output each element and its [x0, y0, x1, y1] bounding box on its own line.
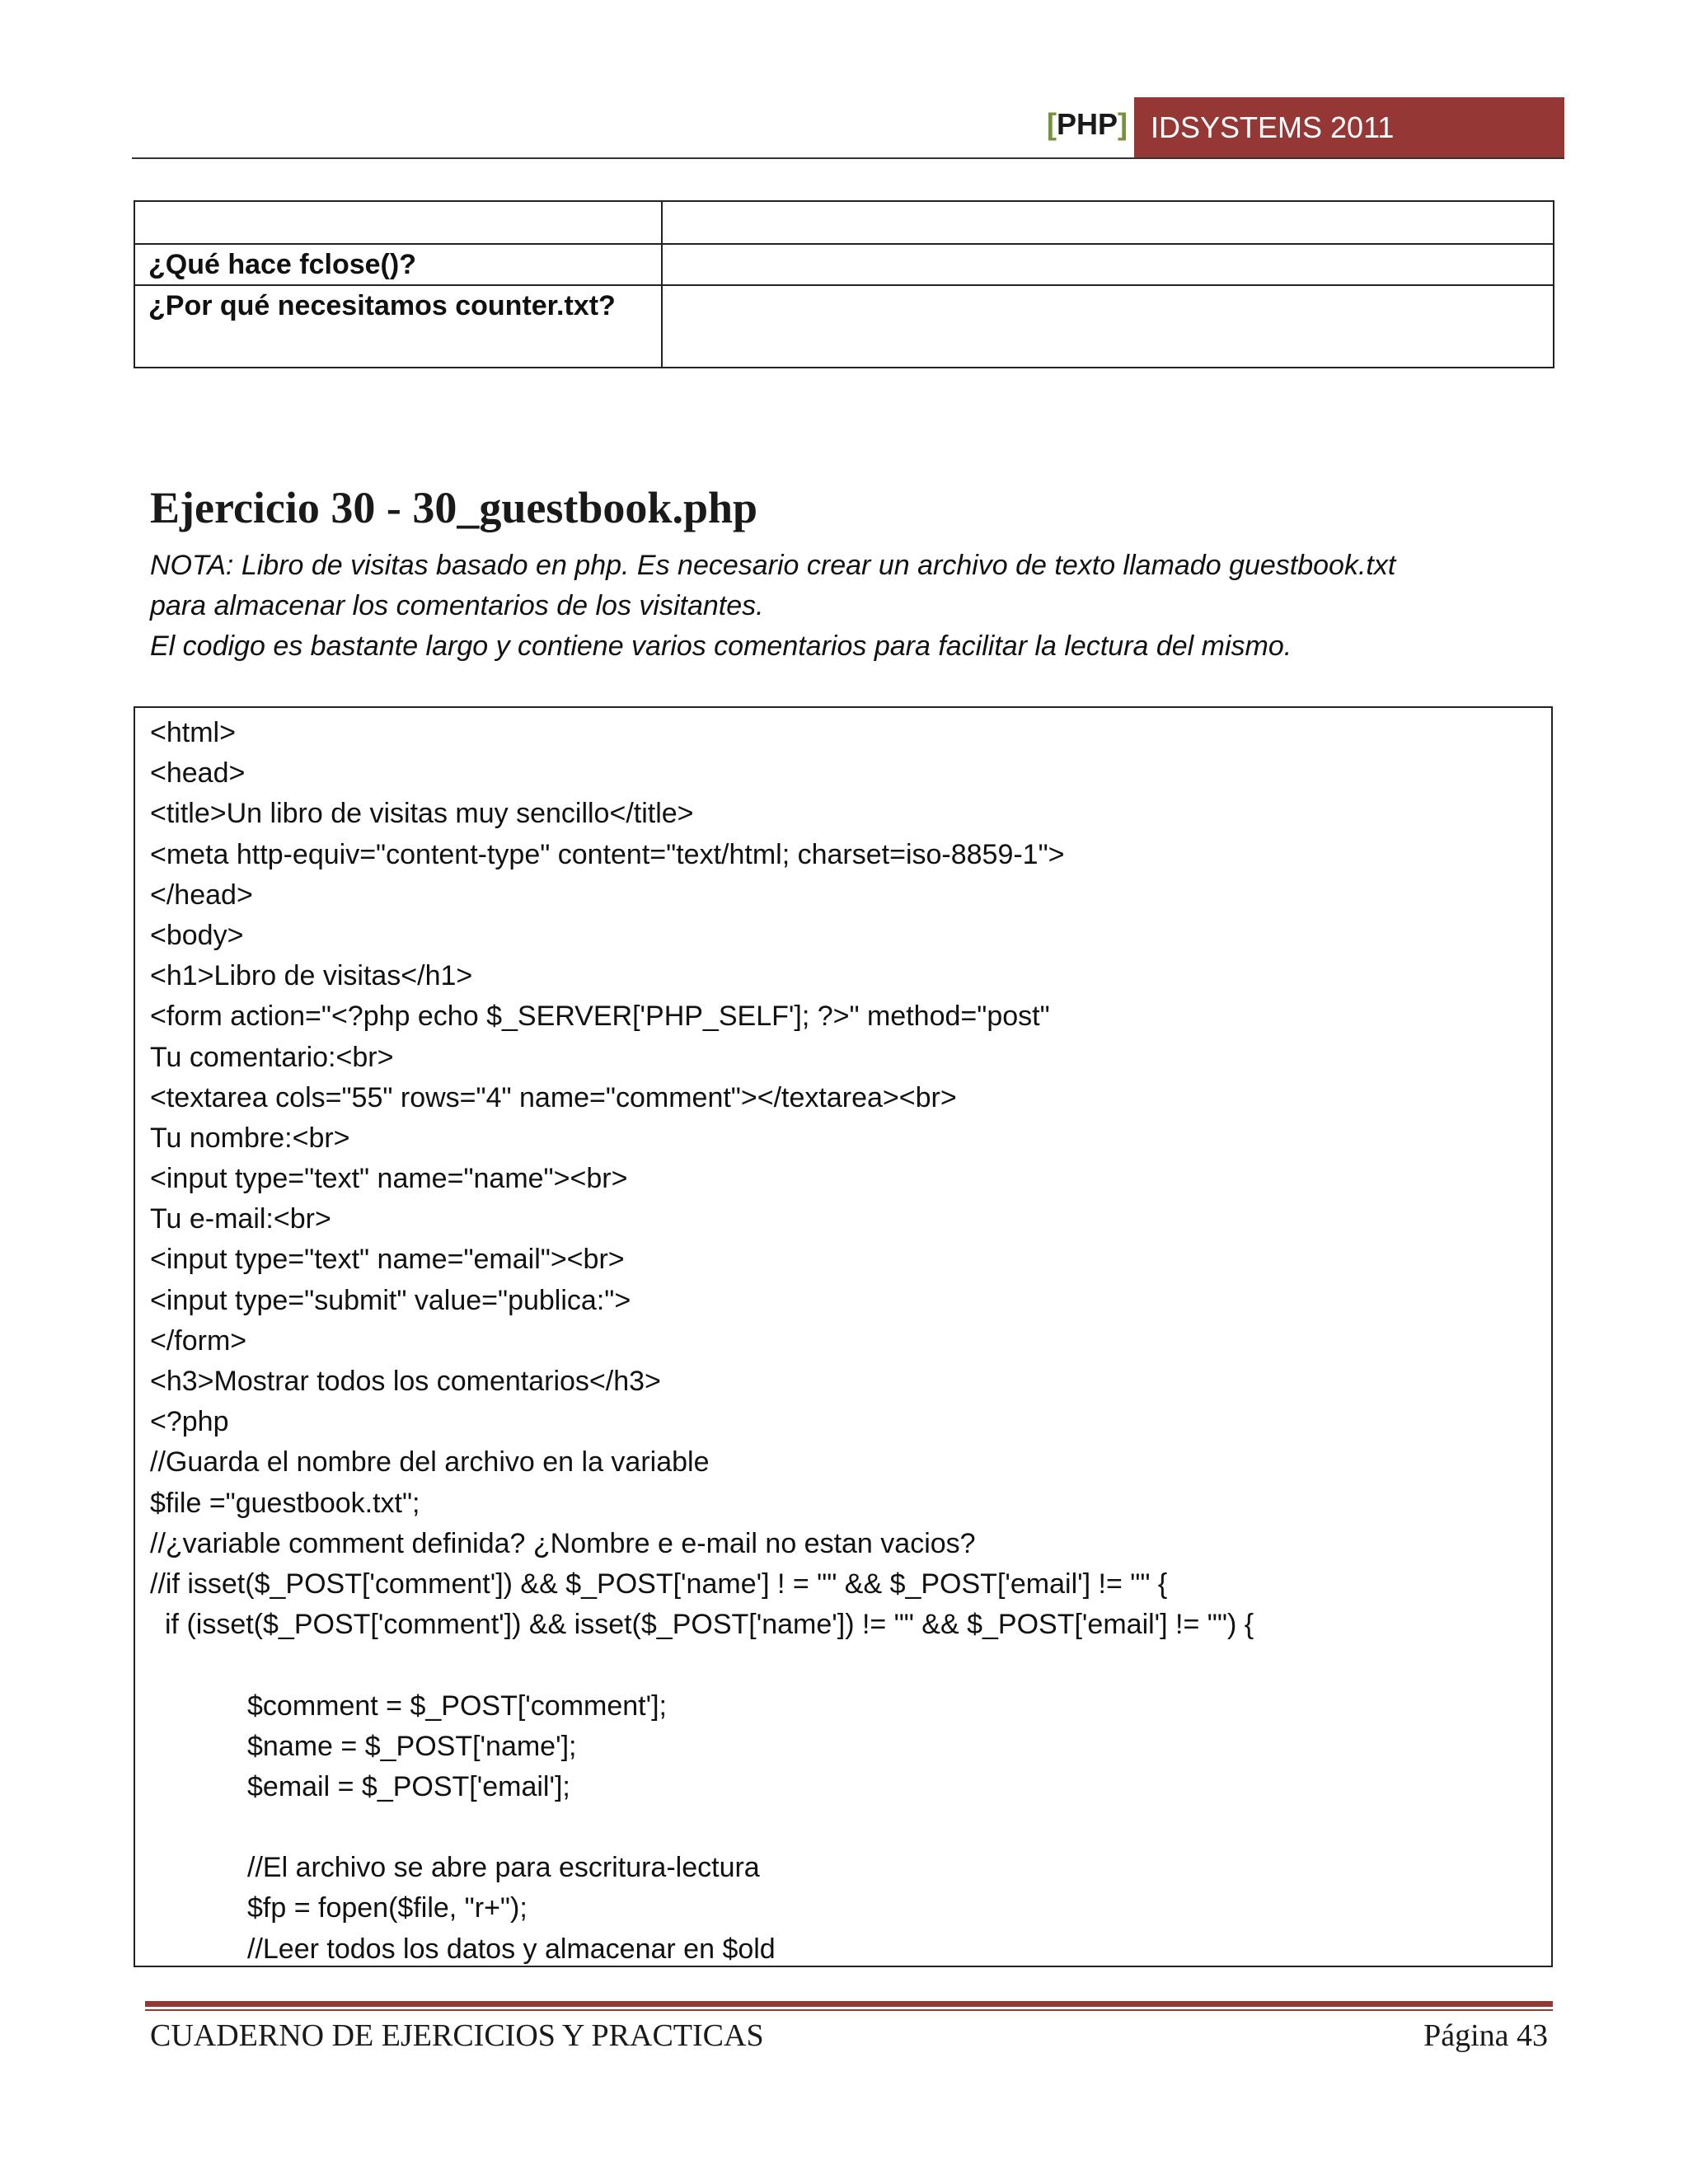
code-line: <head> [150, 757, 246, 790]
header-tag [1047, 107, 1128, 142]
header-badge: IDSYSTEMS 2011 [1134, 97, 1564, 158]
code-line: if (isset($_POST['comment']) && isset($_POST['name']) != "" && $_POST['email'] != "") { [165, 1609, 1254, 1641]
footer-divider [145, 2001, 1553, 2007]
exercise-title: Ejercicio 30 - 30_guestbook.php [150, 483, 758, 532]
code-line: Tu nombre:<br> [150, 1122, 350, 1154]
answer-cell [662, 244, 1554, 285]
code-line: <h3>Mostrar todos los comentarios</h3> [150, 1366, 661, 1397]
code-line: <input type="submit" value="publica:"> [150, 1284, 631, 1316]
footer-divider-thin [145, 2009, 1553, 2011]
code-listing [134, 706, 1553, 1967]
code-line: </head> [150, 879, 253, 911]
table-row [134, 244, 1554, 285]
code-line: //El archivo se abre para escritura-lectura [247, 1852, 760, 1884]
code-line: <html> [150, 717, 236, 748]
footer-title: CUADERNO DE EJERCICIOS Y PRACTICAS [150, 2018, 764, 2053]
code-line: $fp = fopen($file, "r+"); [247, 1892, 528, 1924]
exercise-note [150, 546, 1551, 667]
code-line [150, 1645, 1536, 1685]
header-bracket-open: [ [1046, 107, 1057, 141]
code-line: $email = $_POST['email']; [247, 1770, 570, 1802]
code-line: <title>Un libro de visitas muy sencillo</title> [150, 798, 694, 830]
question-cell: ¿Por qué necesitamos counter.txt? [134, 285, 662, 368]
code-line: <form action="<?php echo $_SERVER['PHP_SELF']; ?>" method="post" [150, 1001, 1050, 1033]
answer-cell [662, 285, 1554, 368]
code-line: //¿variable comment definida? ¿Nombre e e-mail no estan vacios? [150, 1527, 976, 1559]
note-line: El codigo es bastante largo y contiene varios comentarios para facilitar la lectura del mismo. [150, 630, 1292, 662]
code-line: //if isset($_POST['comment']) && $_POST['name'] ! = "" && $_POST['email'] != "" { [150, 1568, 1168, 1600]
note-line: para almacenar los comentarios de los visitantes. [150, 590, 764, 621]
code-line: <input type="text" name="name"><br> [150, 1163, 628, 1195]
code-line: </form> [150, 1324, 247, 1357]
code-line: //Leer todos los datos y almacenar en $old [247, 1933, 776, 1965]
code-line: //Guarda el nombre del archivo en la variable [150, 1446, 710, 1479]
header-divider [132, 157, 1564, 159]
code-line: Tu comentario:<br> [150, 1041, 394, 1073]
code-line: $file ="guestbook.txt"; [150, 1487, 420, 1519]
table-row [134, 285, 1554, 368]
code-line: <body> [150, 919, 244, 951]
code-line: <meta http-equiv="content-type" content="text/html; charset=iso-8859-1"> [150, 838, 1065, 870]
table-row [134, 201, 1554, 244]
code-line: <input type="text" name="email"><br> [150, 1244, 625, 1276]
header-tag-text: PHP [1056, 107, 1118, 141]
page-header [0, 0, 1688, 165]
code-line: Tu e-mail:<br> [150, 1203, 331, 1235]
code-line: $comment = $_POST['comment']; [247, 1690, 668, 1722]
answer-cell [662, 201, 1554, 244]
code-line: <?php [150, 1406, 229, 1438]
code-line: <h1>Libro de visitas</h1> [150, 960, 473, 992]
code-line [150, 1807, 1536, 1848]
qa-table [134, 200, 1554, 368]
page-number: Página 43 [1423, 2018, 1548, 2053]
code-line: <textarea cols="55" rows="4" name="comment"></textarea><br> [150, 1081, 957, 1113]
header-bracket-close: ] [1118, 107, 1128, 141]
question-cell: ¿Qué hace fclose()? [134, 244, 662, 285]
note-line: NOTA: Libro de visitas basado en php. Es necesario crear un archivo de texto llamado guestbook.txt [150, 550, 1396, 581]
question-cell [134, 201, 662, 244]
code-line: $name = $_POST['name']; [247, 1730, 577, 1762]
